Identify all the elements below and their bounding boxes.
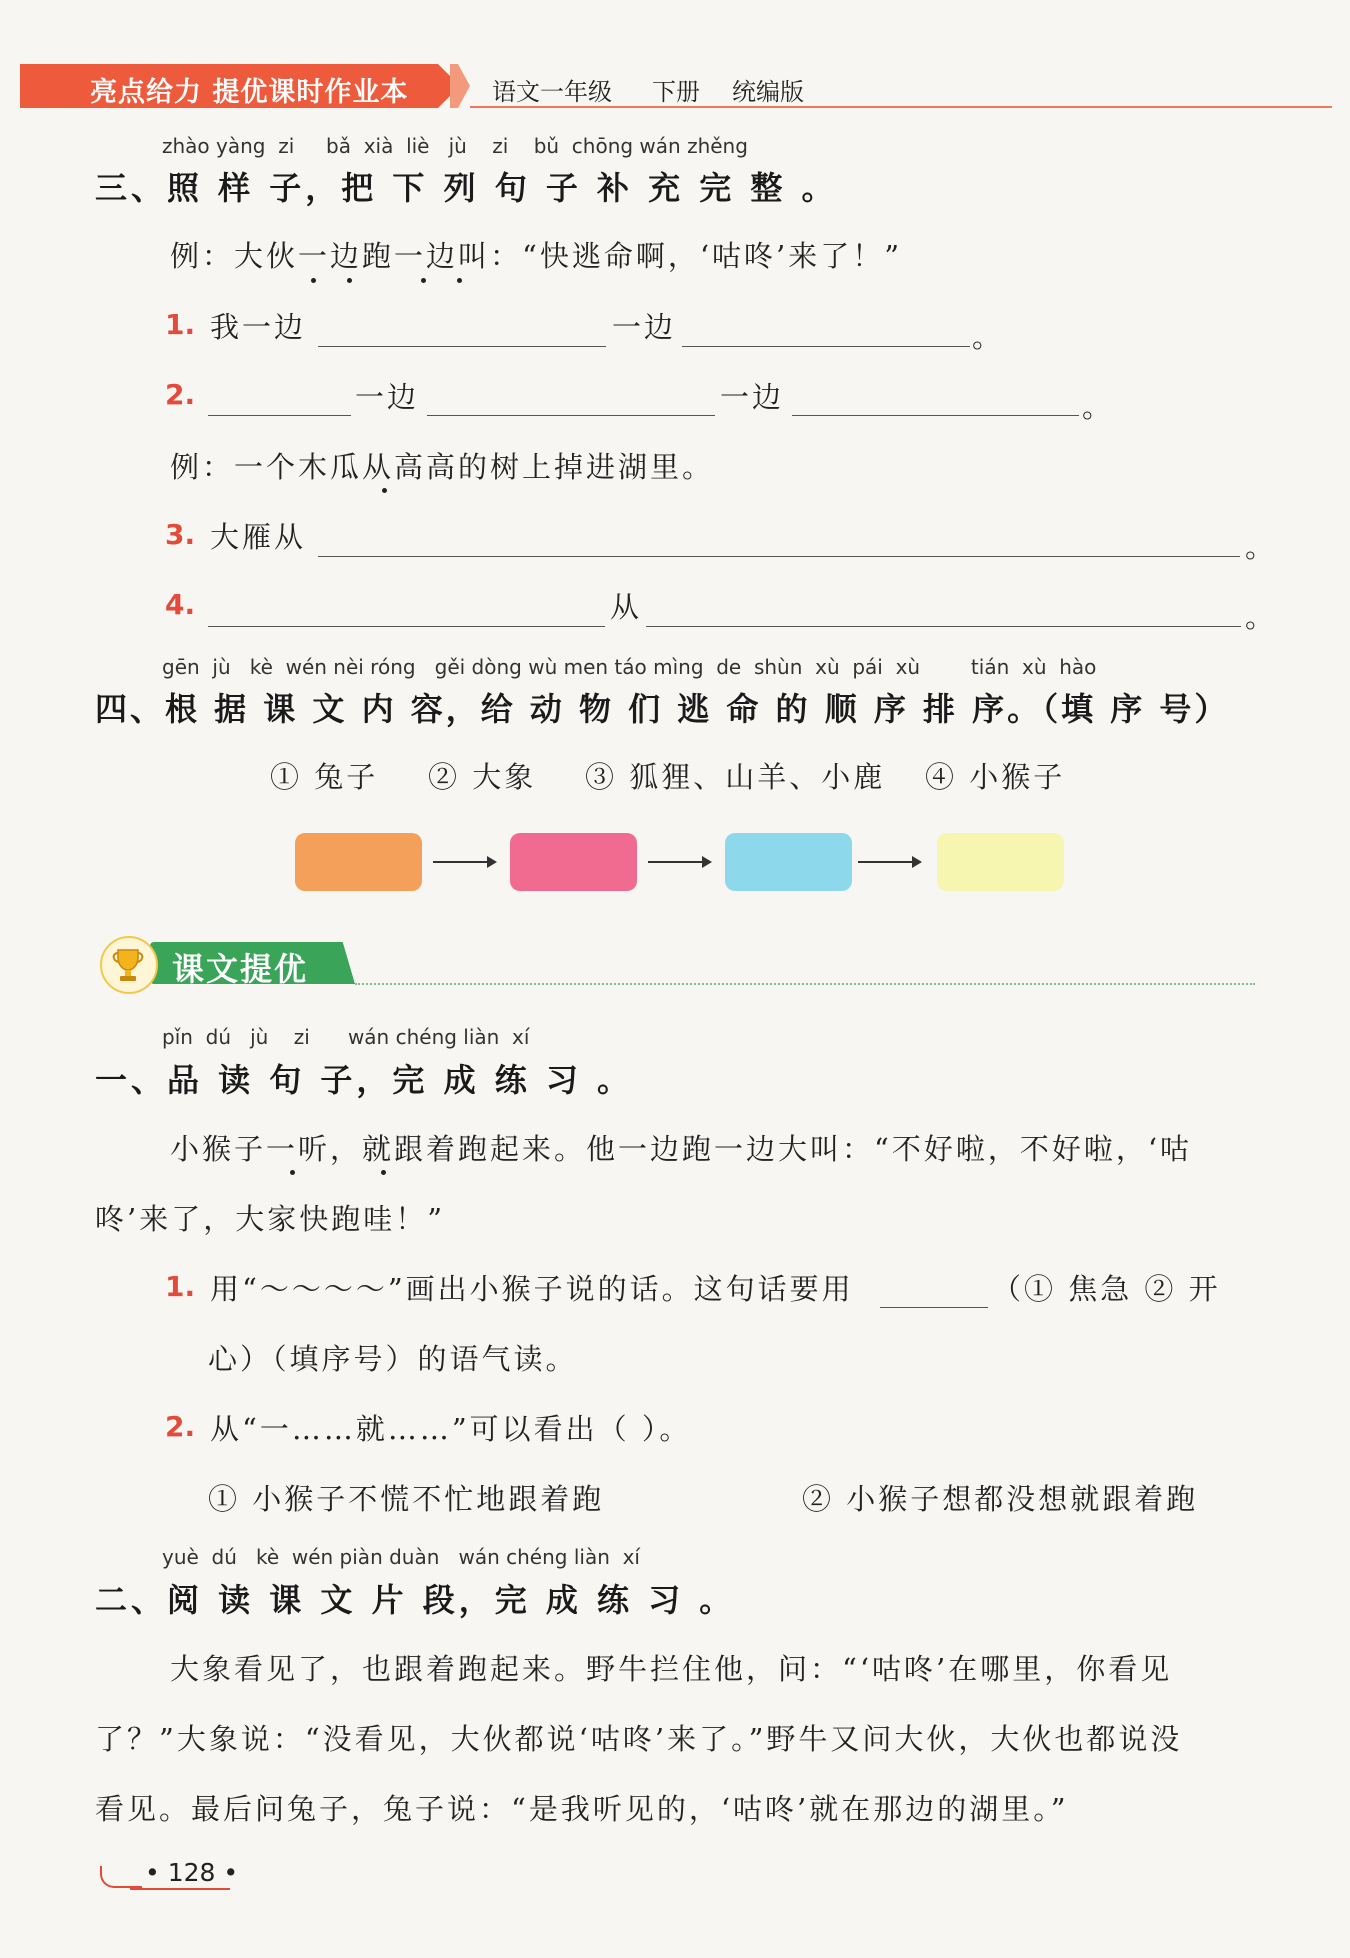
part1-q1-text: 用“～～～～”画出小猴子说的话。这句话要用 [210,1272,854,1306]
q1-middle: 一边 [612,310,677,344]
order-box-2[interactable] [510,833,637,891]
arrow-right-icon [858,861,920,863]
example2-sentence: 例：一个木瓜从高高的树上掉进湖里。 [170,450,715,484]
trophy-icon [104,940,152,988]
q1-period: 。 [972,320,1005,354]
part2-line2: 了？”大象说：“没看见，大伙都说‘咕咚’来了。”野牛又问大伙，大伙也都说没 [95,1722,1183,1756]
volume-label: 下册 [652,78,700,106]
part1-q1-number: 1. [165,1270,196,1303]
lesson-divider [355,983,1255,985]
q4-period: 。 [1245,600,1278,634]
section3-heading: 三、照 样 子，把 下 列 句 子 补 充 完 整 。 [95,169,838,207]
emphasis-dot [457,278,462,283]
example1-sentence: 例：大伙一边跑一边叫：“快逃命啊，‘咕咚’来了！” [170,239,903,273]
part1-q2-option2[interactable]: ② 小猴子想都没想就跟着跑 [802,1482,1199,1516]
option-monkey: ④ 小猴子 [925,760,1066,794]
section4-heading: 四、根 据 课 文 内 容，给 动 物 们 逃 命 的 顺 序 排 序。（填 序 号） [95,690,1230,728]
arrow-right-icon [648,861,710,863]
q3-number: 3. [165,518,196,551]
q1-blank-2[interactable] [682,346,970,347]
q4-number: 4. [165,588,196,621]
q4-middle: 从 [610,590,643,624]
q2-blank-3[interactable] [792,415,1079,416]
part1-q1-options: （① 焦急 ② 开 [992,1272,1221,1306]
q1-prefix: 我一边 [210,310,307,344]
edition-label: 统编版 [732,78,804,106]
emphasis-dot [421,278,426,283]
lesson-banner-title: 课文提优 [172,950,309,988]
part1-q1-blank[interactable] [880,1307,988,1308]
emphasis-dot [381,1170,386,1175]
part1-q2-text: 从“一……就……”可以看出（ ）。 [210,1412,692,1446]
q4-blank-2[interactable] [646,626,1241,627]
q3-blank[interactable] [318,556,1240,557]
order-box-4[interactable] [937,833,1064,891]
part2-heading: 二、阅 读 课 文 片 段，完 成 练 习 。 [95,1581,736,1619]
option-elephant: ② 大象 [428,760,537,794]
book-title: 亮点给力 提优课时作业本 [90,77,409,108]
part1-q2-number: 2. [165,1410,196,1443]
q4-blank-1[interactable] [208,626,605,627]
q1-number: 1. [165,308,196,341]
part1-passage-line1: 小猴子一听，就跟着跑起来。他一边跑一边大叫：“不好啦，不好啦，‘咕 [170,1132,1193,1166]
emphasis-dot [347,278,352,283]
page-ornament [100,1866,142,1888]
part1-q1-line2: 心）（填序号）的语气读。 [208,1342,578,1376]
section4-pinyin: gēn jù kè wén nèi róng gěi dòng wù men táo mìng de shùn xù pái xù tián xù hào [162,655,1097,679]
option-rabbit: ① 兔子 [270,760,379,794]
order-box-1[interactable] [295,833,422,891]
emphasis-dot [290,1170,295,1175]
q2-middle-2: 一边 [720,380,785,414]
header-rule [470,106,1332,108]
section3-pinyin: zhào yàng zi bǎ xià liè jù zi bǔ chōng wán zhěng [162,134,748,158]
part2-pinyin: yuè dú kè wén piàn duàn wán chéng liàn xí [162,1545,640,1569]
arrow-right-icon [433,861,495,863]
part1-heading: 一、品 读 句 子，完 成 练 习 。 [95,1061,633,1099]
part1-passage-line2: 咚’来了，大家快跑哇！” [95,1202,446,1236]
q2-blank-2[interactable] [427,415,715,416]
q2-period: 。 [1082,390,1115,424]
q1-blank-1[interactable] [318,346,606,347]
q2-number: 2. [165,378,196,411]
q2-blank-1[interactable] [208,415,351,416]
part1-pinyin: pǐn dú jù zi wán chéng liàn xí [162,1025,530,1049]
emphasis-dot [382,488,387,493]
q3-prefix: 大雁从 [210,520,307,554]
header-banner-tail [450,64,470,108]
grade-label: 语文一年级 [492,78,612,106]
order-box-3[interactable] [725,833,852,891]
page-underline [130,1888,230,1890]
part2-line3: 看见。最后问兔子，兔子说：“是我听见的，‘咕咚’就在那边的湖里。” [95,1792,1069,1826]
option-fox-goat-deer: ③ 狐狸、山羊、小鹿 [585,760,886,794]
part1-q2-option1[interactable]: ① 小猴子不慌不忙地跟着跑 [208,1482,605,1516]
emphasis-dot [311,278,316,283]
q2-middle-1: 一边 [355,380,420,414]
page-number: • 128 • [145,1858,239,1887]
q3-period: 。 [1245,530,1278,564]
part2-line1: 大象看见了，也跟着跑起来。野牛拦住他，问：“‘咕咚’在哪里，你看见 [170,1652,1173,1686]
